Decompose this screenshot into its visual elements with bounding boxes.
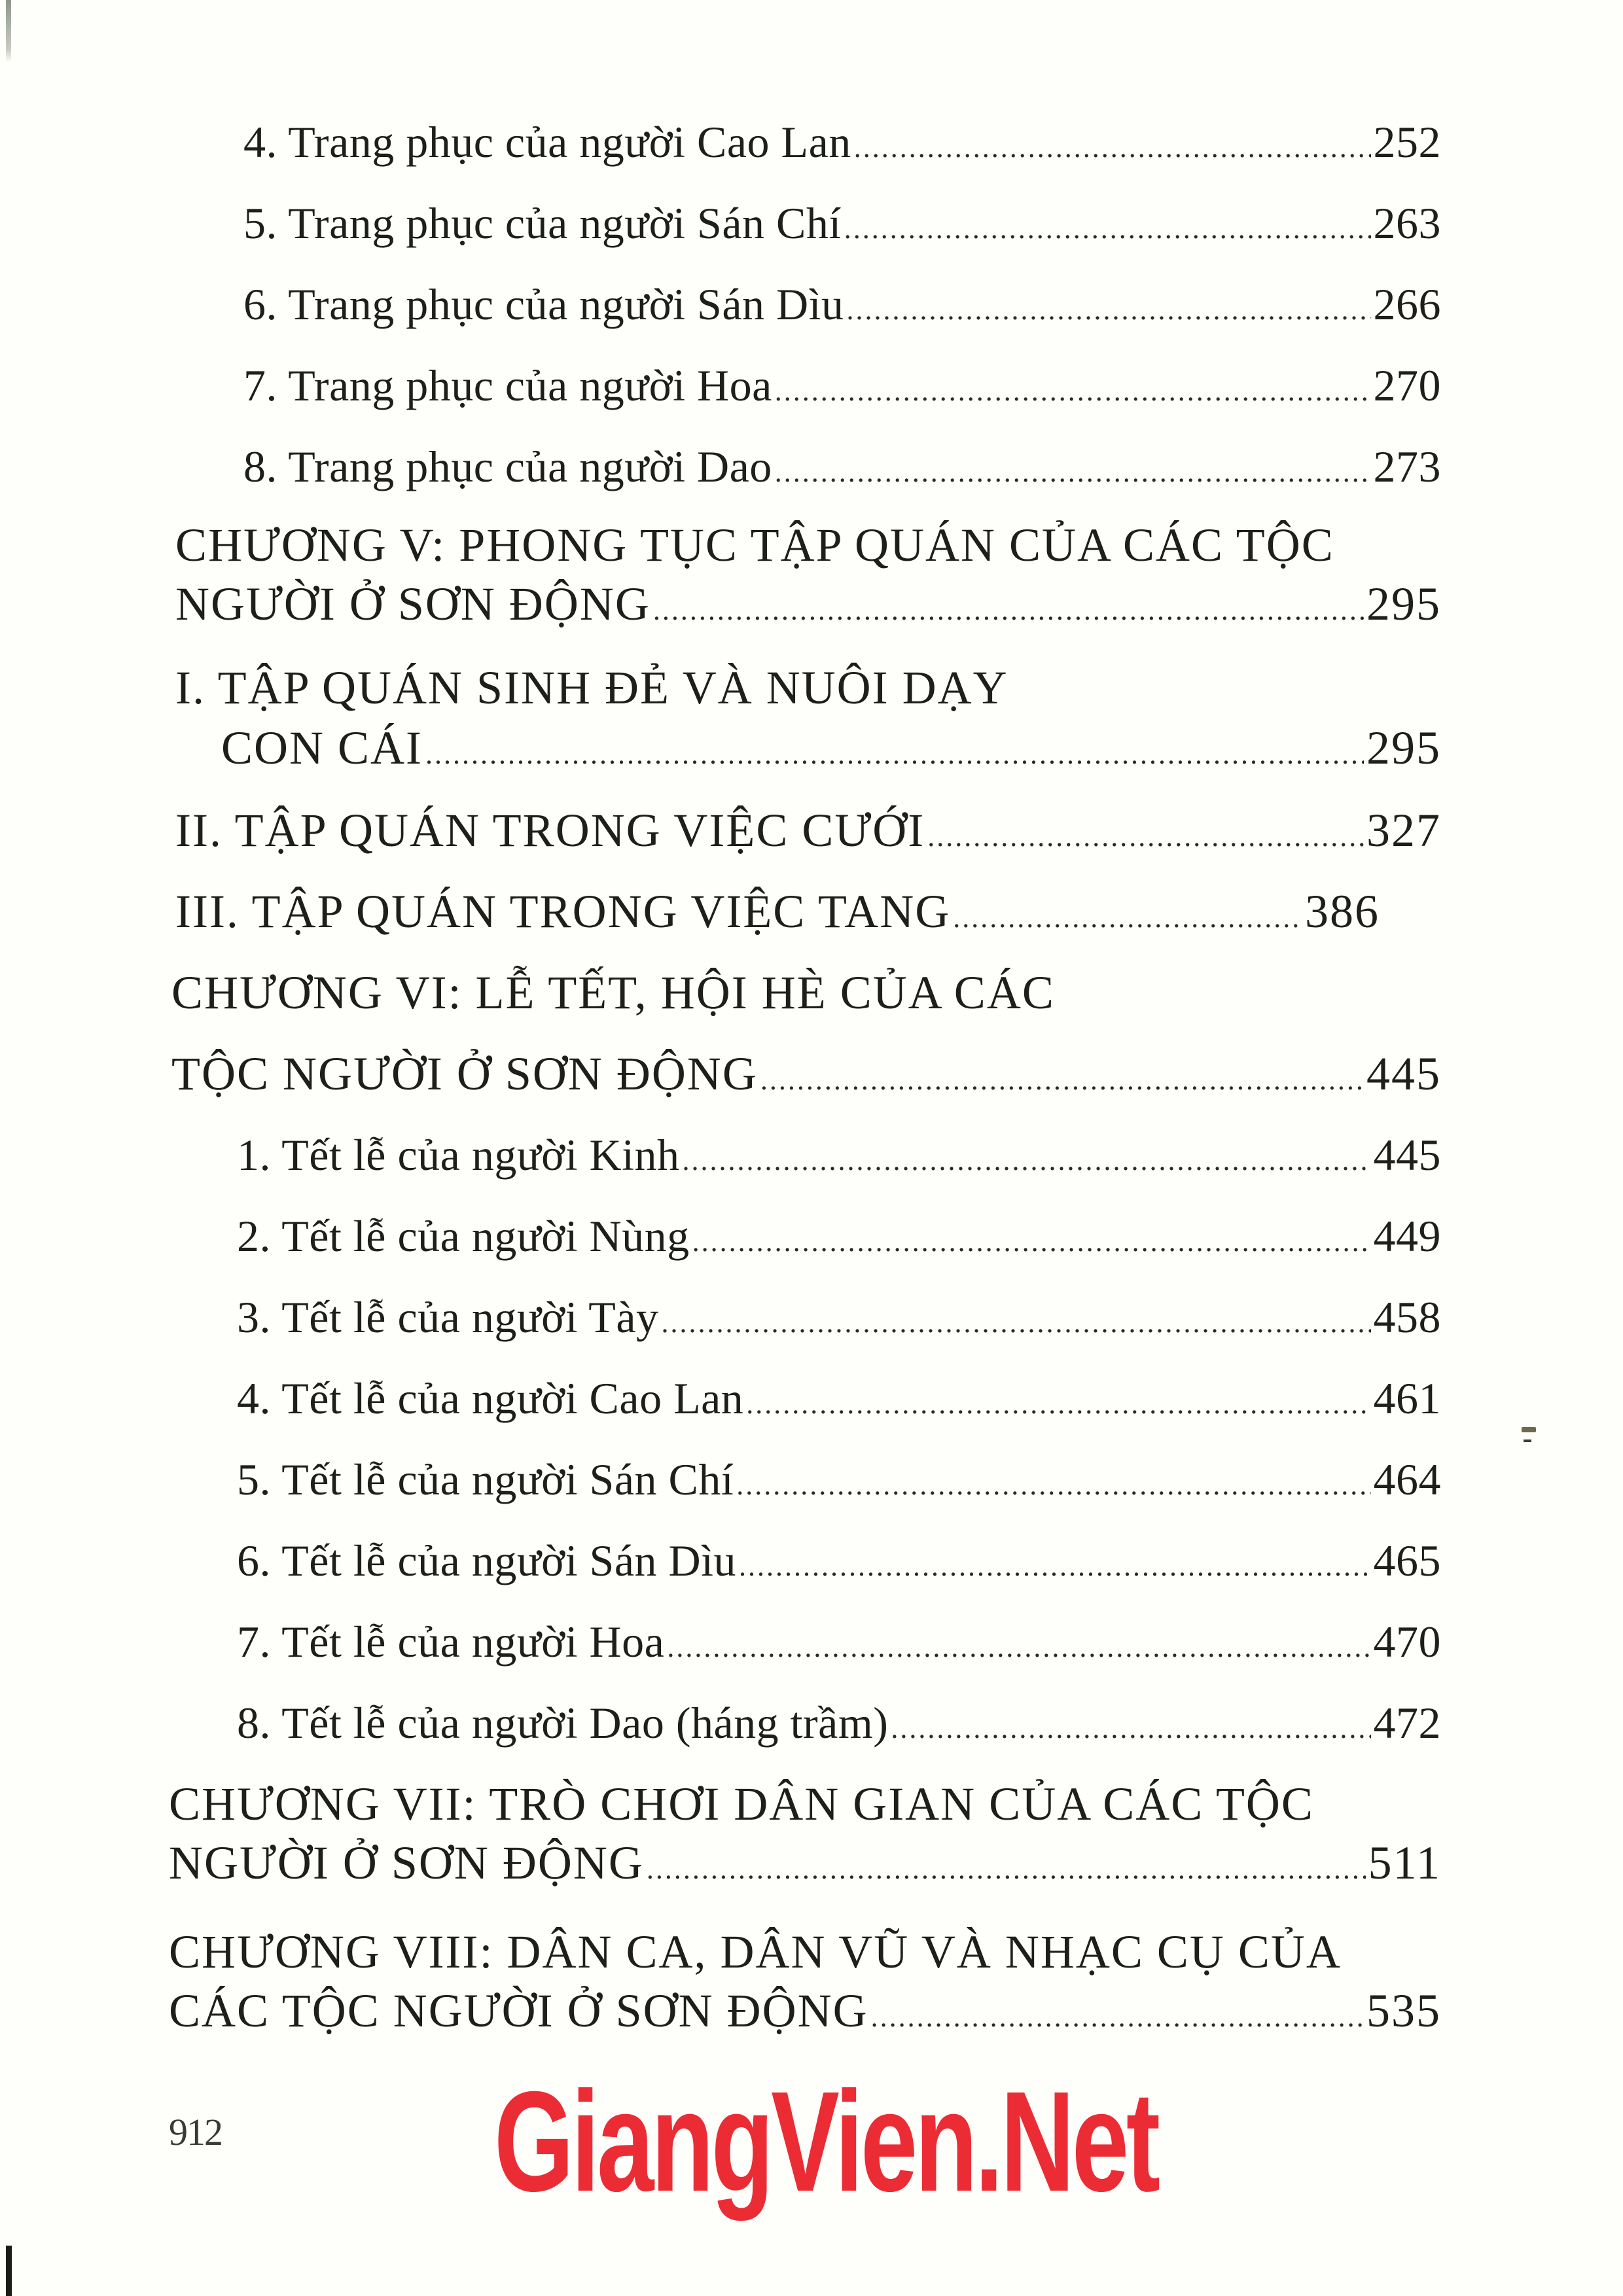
toc-entry[interactable] — [243, 116, 1441, 168]
toc-entry[interactable] — [237, 1129, 1441, 1181]
toc-entry-label: 5. Trang phục của người Sán Chí — [243, 198, 842, 248]
toc-dot-leader — [927, 820, 1364, 853]
toc-entry-label: 6. Tết lễ của người Sán Dìu — [237, 1536, 737, 1585]
toc-entry[interactable] — [237, 1292, 1441, 1343]
toc-entry-label: 7. Tết lễ của người Hoa — [237, 1617, 665, 1667]
toc-entry-label: 6. Trang phục của người Sán Dìu — [243, 279, 844, 329]
toc-entry-page: 449 — [1373, 1211, 1441, 1261]
toc-dot-leader — [662, 1306, 1371, 1339]
toc-entry[interactable] — [243, 279, 1441, 330]
toc-dot-leader — [739, 1549, 1370, 1583]
toc-dot-leader — [760, 1063, 1364, 1097]
toc-entry[interactable] — [237, 1454, 1441, 1506]
toc-entry[interactable] — [243, 360, 1441, 412]
toc-entry-page: 458 — [1373, 1292, 1441, 1342]
toc-entry-label: 7. Trang phục của người Hoa — [243, 361, 772, 410]
toc-entry-page: 470 — [1373, 1617, 1441, 1667]
toc-entry-page: 295 — [1366, 578, 1441, 630]
toc-entry-page: 266 — [1373, 279, 1441, 329]
toc-entry-label: 8. Trang phục của người Dao — [243, 442, 772, 491]
toc-entry-page: 465 — [1373, 1536, 1441, 1585]
toc-dot-leader — [746, 1387, 1370, 1421]
page-edge-shadow — [6, 2246, 12, 2296]
toc-entry-page: 273 — [1373, 442, 1441, 491]
toc-entry-label: TỘC NGƯỜI Ở SƠN ĐỘNG — [171, 1048, 758, 1100]
toc-entry-label: 4. Tết lễ của người Cao Lan — [237, 1373, 744, 1423]
toc-section-heading: I. TẬP QUÁN SINH ĐẺ VÀ NUÔI DẠY — [175, 662, 1008, 714]
toc-entry-label: NGƯỜI Ở SƠN ĐỘNG — [175, 578, 651, 630]
toc-entry-page: 472 — [1373, 1698, 1441, 1748]
toc-chapter-heading: CHƯƠNG VII: TRÒ CHƠI DÂN GIAN CỦA CÁC TỘC — [169, 1778, 1314, 1830]
toc-dot-leader — [854, 131, 1371, 164]
toc-entry-page: 263 — [1373, 198, 1441, 248]
toc-entry[interactable] — [175, 577, 1441, 631]
toc-entry[interactable] — [175, 804, 1441, 858]
toc-dot-leader — [847, 293, 1371, 327]
toc-entry-label: II. TẬP QUÁN TRONG VIỆC CƯỚI — [175, 804, 925, 857]
toc-entry-label: 4. Trang phục của người Cao Lan — [243, 117, 851, 167]
scan-artifact — [1524, 1439, 1531, 1442]
toc-entry-label: III. TẬP QUÁN TRONG VIỆC TANG — [175, 885, 951, 938]
toc-dot-leader — [775, 374, 1371, 408]
toc-entry-page: 270 — [1373, 361, 1441, 410]
toc-entry[interactable] — [221, 721, 1441, 775]
toc-chapter-heading: CHƯƠNG VIII: DÂN CA, DÂN VŨ VÀ NHẠC CỤ CỦA — [169, 1926, 1342, 1978]
toc-entry-label: 1. Tết lễ của người Kinh — [237, 1130, 680, 1180]
toc-entry-page: 295 — [1366, 722, 1441, 774]
toc-entry[interactable] — [171, 1047, 1441, 1101]
toc-dot-leader — [647, 1852, 1366, 1886]
scan-artifact — [1522, 1427, 1536, 1432]
toc-entry-label: 8. Tết lễ của người Dao (háng trầm) — [237, 1698, 889, 1748]
toc-dot-leader — [692, 1225, 1371, 1258]
toc-entry-label: 3. Tết lễ của người Tày — [237, 1292, 659, 1342]
toc-dot-leader — [871, 2000, 1364, 2034]
toc-entry[interactable] — [237, 1535, 1441, 1587]
toc-entry-page: 461 — [1373, 1373, 1441, 1423]
page-number: 912 — [169, 2111, 222, 2153]
toc-entry[interactable] — [169, 1984, 1441, 2038]
toc-entry-page: 535 — [1366, 1985, 1441, 2037]
toc-entry-page: 464 — [1373, 1455, 1441, 1504]
toc-entry-label: CÁC TỘC NGƯỜI Ở SƠN ĐỘNG — [169, 1985, 868, 2037]
toc-chapter-heading: CHƯƠNG V: PHONG TỤC TẬP QUÁN CỦA CÁC TỘC — [175, 519, 1334, 571]
toc-entry[interactable] — [243, 198, 1441, 249]
toc-dot-leader — [736, 1468, 1370, 1502]
toc-entry[interactable] — [237, 1373, 1441, 1424]
toc-entry[interactable] — [243, 441, 1441, 493]
toc-dot-leader — [653, 593, 1364, 627]
toc-entry-page: 445 — [1373, 1130, 1441, 1180]
toc-chapter-heading: CHƯƠNG VI: LỄ TẾT, HỘI HÈ CỦA CÁC — [171, 966, 1055, 1019]
toc-dot-leader — [844, 212, 1371, 245]
watermark-logo: GiangVien.Net — [494, 2062, 1158, 2221]
toc-entry-page: 511 — [1368, 1837, 1441, 1889]
toc-entry[interactable] — [175, 885, 1380, 939]
toc-entry-page: 445 — [1366, 1048, 1441, 1100]
toc-entry-label: CON CÁI — [221, 722, 423, 774]
toc-entry-page: 386 — [1305, 885, 1380, 938]
toc-dot-leader — [683, 1144, 1371, 1177]
toc-entry-page: 327 — [1366, 804, 1441, 857]
toc-entry[interactable] — [237, 1697, 1441, 1749]
toc-dot-leader — [891, 1712, 1370, 1745]
toc-entry[interactable] — [169, 1836, 1441, 1890]
toc-entry[interactable] — [237, 1616, 1441, 1668]
toc-entry-label: NGƯỜI Ở SƠN ĐỘNG — [169, 1837, 644, 1889]
toc-entry-page: 252 — [1373, 117, 1441, 167]
toc-dot-leader — [953, 901, 1302, 934]
toc-dot-leader — [667, 1631, 1370, 1664]
toc-entry-label: 5. Tết lễ của người Sán Chí — [237, 1455, 734, 1504]
toc-dot-leader — [425, 737, 1364, 771]
page-edge-shadow — [6, 0, 11, 62]
toc-entry-label: 2. Tết lễ của người Nùng — [237, 1211, 690, 1261]
toc-dot-leader — [775, 455, 1371, 489]
toc-entry[interactable] — [237, 1210, 1441, 1262]
